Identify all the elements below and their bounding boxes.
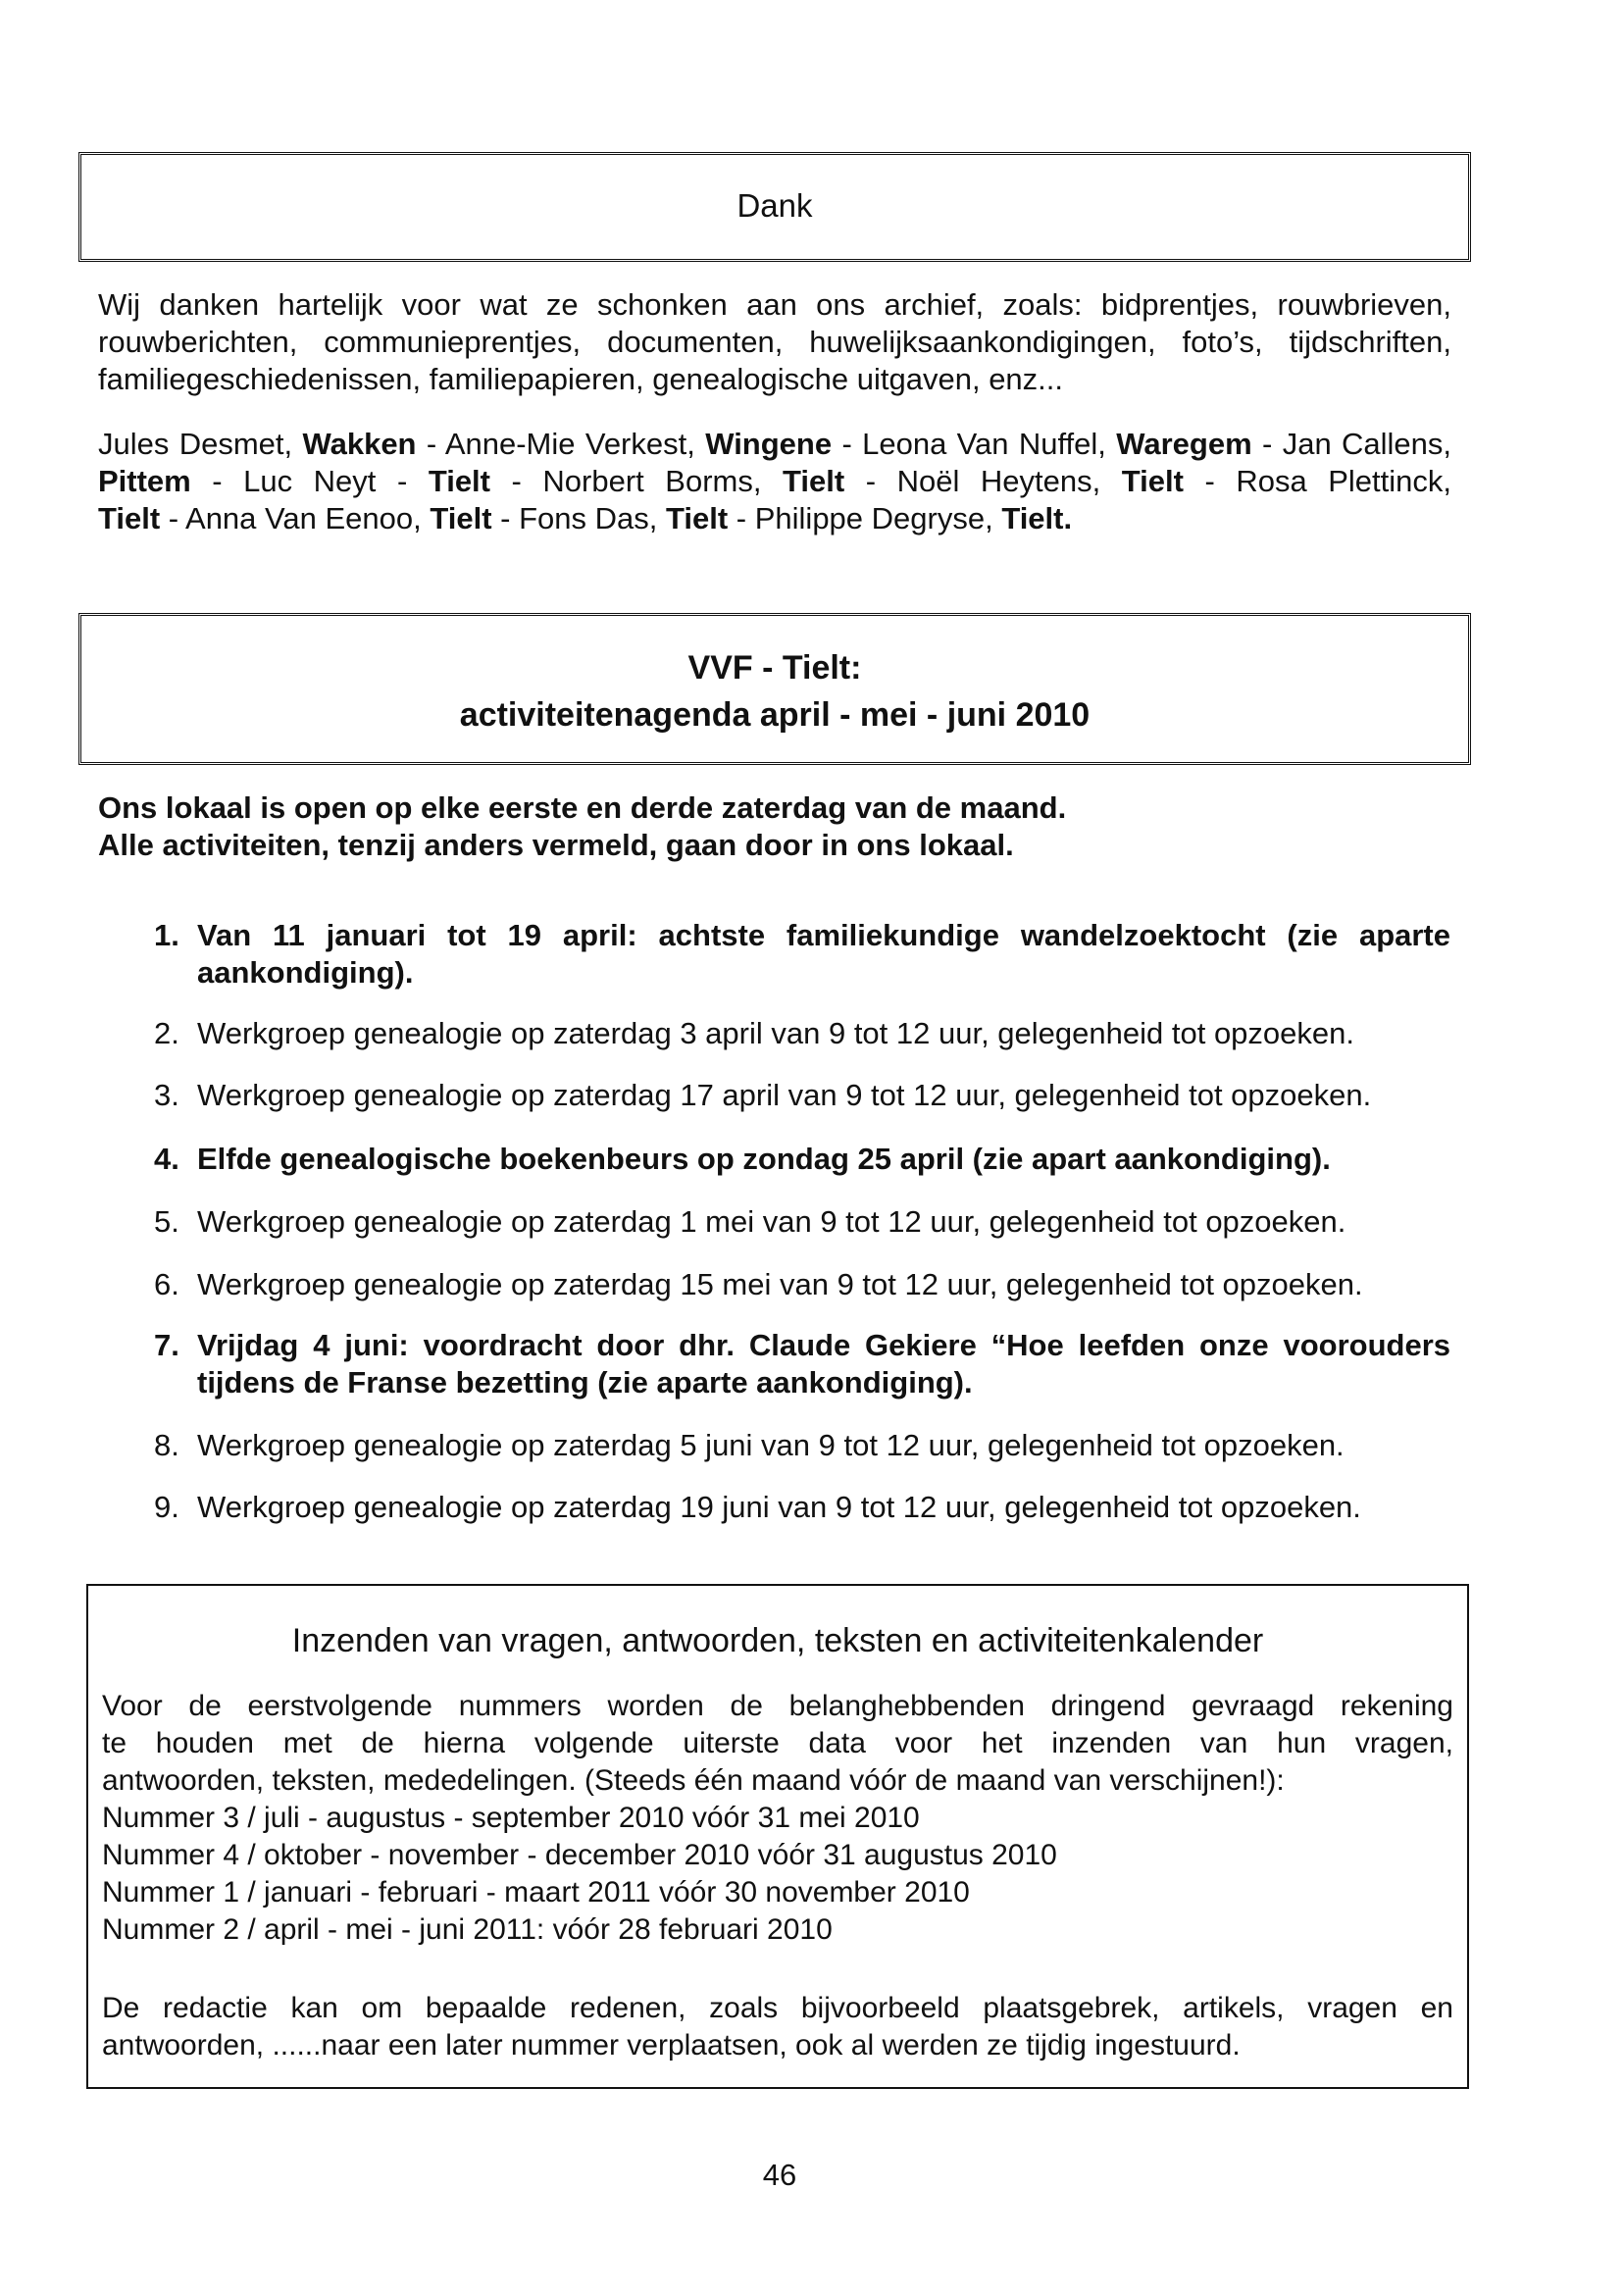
agenda-item xyxy=(154,1077,1371,1114)
agenda-item xyxy=(154,1203,1345,1241)
donor-place: Tielt. xyxy=(1001,501,1073,535)
donor-name: Noël Heytens, xyxy=(896,464,1122,498)
donor-line xyxy=(98,500,1451,537)
agenda-text: Werkgroep genealogie op zaterdag 5 juni van 9 tot 12 uur, gelegenheid tot opzoeken. xyxy=(197,1428,1345,1462)
inzenden-intro-line: Voor de eerstvolgende nummers worden de belanghebbenden dringend gevraagd rekening xyxy=(102,1690,1453,1722)
donor-name: Jules Desmet, xyxy=(98,427,303,461)
agenda-text: Elfde genealogische boekenbeurs op zondag 25 april (zie apart aankondiging). xyxy=(197,1142,1331,1176)
inzenden-intro-line: te houden met de hierna volgende uiterste data voor het inzenden van hun vragen, xyxy=(102,1727,1453,1759)
agenda-item xyxy=(154,1015,1354,1052)
dank-intro xyxy=(98,286,1451,398)
donor-place: Waregem xyxy=(1116,427,1252,461)
vvf-title-line2: activiteitenagenda april - mei - juni 2010 xyxy=(459,696,1091,734)
inzenden-title: Inzenden van vragen, antwoorden, teksten en activiteitenkalender xyxy=(291,1622,1264,1659)
inzenden-box xyxy=(86,1584,1469,2089)
agenda-item xyxy=(154,1327,1450,1401)
agenda-text: Werkgroep genealogie op zaterdag 15 mei van 9 tot 12 uur, gelegenheid tot opzoeken. xyxy=(197,1267,1363,1301)
vvf-title-line1: VVF - Tielt: xyxy=(687,649,862,687)
agenda-text: Vrijdag 4 juni: voordracht door dhr. Claude Gekiere “Hoe leefden onze voorouders xyxy=(197,1328,1450,1362)
agenda-item xyxy=(154,1427,1345,1464)
donor-name: Fons Das, xyxy=(519,501,666,535)
agenda-number: 9. xyxy=(154,1490,179,1524)
donor-name: Luc Neyt xyxy=(243,464,377,498)
agenda-text: Werkgroep genealogie op zaterdag 1 mei van 9 tot 12 uur, gelegenheid tot opzoeken. xyxy=(197,1204,1346,1239)
agenda-item xyxy=(154,1266,1363,1303)
separator: - xyxy=(212,464,244,498)
donor-line xyxy=(98,463,1451,500)
donor-place: Tielt xyxy=(1121,464,1184,498)
dank-title-box xyxy=(78,152,1471,262)
agenda-number: 5. xyxy=(154,1204,179,1239)
agenda-number: 7. xyxy=(154,1328,179,1362)
agenda-item xyxy=(154,917,1450,992)
donor-place: Tielt xyxy=(666,501,729,535)
agenda-text-cont: aankondiging). xyxy=(197,955,414,990)
inzenden-closing-line: De redactie kan om bepaalde redenen, zoals bijvoorbeeld plaatsgebrek, artikels, vragen en xyxy=(102,1992,1453,2024)
deadline-line: Nummer 3 / juli - augustus - september 2010 vóór 31 mei 2010 xyxy=(102,1802,920,1834)
donor-name: Leona Van Nuffel, xyxy=(862,427,1117,461)
dank-intro-line: rouwberichten, communieprentjes, documenten, huwelijksaankondigingen, foto’s, tijdschriften, xyxy=(98,325,1451,359)
vvf-title-box xyxy=(78,613,1471,765)
donor-name: Philippe Degryse, xyxy=(754,501,1002,535)
separator: - xyxy=(491,501,520,535)
separator: - xyxy=(728,501,755,535)
agenda-text: Werkgroep genealogie op zaterdag 19 juni van 9 tot 12 uur, gelegenheid tot opzoeken. xyxy=(197,1490,1361,1524)
donor-name: Anna Van Eenoo, xyxy=(185,501,431,535)
dank-donors xyxy=(98,426,1451,537)
donor-place: Pittem xyxy=(98,464,191,498)
vvf-notice xyxy=(98,789,1451,864)
agenda-number: 6. xyxy=(154,1267,179,1301)
agenda-item xyxy=(154,1489,1361,1526)
inzenden-intro xyxy=(102,1688,1453,1949)
separator: - xyxy=(841,427,863,461)
page-number: 46 xyxy=(762,2158,797,2192)
donor-name: Anne-Mie Verkest, xyxy=(444,427,706,461)
separator: - xyxy=(1204,464,1237,498)
inzenden-intro-line: antwoorden, teksten, mededelingen. (Steeds één maand vóór de maand van verschijnen!): xyxy=(102,1764,1285,1797)
agenda-number: 8. xyxy=(154,1428,179,1462)
separator: - xyxy=(396,464,429,498)
donor-place: Tielt xyxy=(428,464,490,498)
deadline-line: Nummer 2 / april - mei - juni 2011: vóór 28 februari 2010 xyxy=(102,1913,833,1946)
donor-place: Tielt xyxy=(430,501,492,535)
deadline-line: Nummer 1 / januari - februari - maart 2011 vóór 30 november 2010 xyxy=(102,1876,970,1909)
donor-name: Rosa Plettinck, xyxy=(1236,464,1451,498)
donor-line xyxy=(98,426,1451,463)
dank-intro-line: familiegeschiedenissen, familiepapieren, genealogische uitgaven, enz... xyxy=(98,362,1064,396)
donor-name: Norbert Borms, xyxy=(542,464,784,498)
agenda-item xyxy=(154,1141,1331,1178)
agenda-number: 1. xyxy=(154,918,179,952)
agenda-number: 3. xyxy=(154,1078,179,1112)
agenda-number: 2. xyxy=(154,1016,179,1050)
separator: - xyxy=(865,464,897,498)
agenda-text: Van 11 januari tot 19 april: achtste familiekundige wandelzoektocht (zie aparte xyxy=(197,918,1450,952)
donor-place: Wingene xyxy=(705,427,833,461)
separator: - xyxy=(160,501,186,535)
agenda-text-cont: tijdens de Franse bezetting (zie aparte aankondiging). xyxy=(197,1365,973,1400)
donor-place: Tielt xyxy=(783,464,845,498)
separator: - xyxy=(1262,427,1283,461)
vvf-notice-line: Alle activiteiten, tenzij anders vermeld, gaan door in ons lokaal. xyxy=(98,828,1014,862)
vvf-notice-line: Ons lokaal is open op elke eerste en derde zaterdag van de maand. xyxy=(98,790,1067,825)
donor-place: Tielt xyxy=(98,501,161,535)
inzenden-closing-line: antwoorden, ......naar een later nummer verplaatsen, ook al werden ze tijdig ingestuurd. xyxy=(102,2029,1241,2062)
deadline-line: Nummer 4 / oktober - november - december 2010 vóór 31 augustus 2010 xyxy=(102,1839,1057,1871)
separator: - xyxy=(426,427,445,461)
agenda-text: Werkgroep genealogie op zaterdag 3 april van 9 tot 12 uur, gelegenheid tot opzoeken. xyxy=(197,1016,1354,1050)
dank-intro-line: Wij danken hartelijk voor wat ze schonken aan ons archief, zoals: bidprentjes, rouwbrieven, xyxy=(98,287,1451,322)
agenda-number: 4. xyxy=(154,1142,179,1176)
separator: - xyxy=(511,464,543,498)
inzenden-closing xyxy=(102,1990,1453,2064)
donor-name: Jan Callens, xyxy=(1282,427,1452,461)
agenda-text: Werkgroep genealogie op zaterdag 17 april van 9 tot 12 uur, gelegenheid tot opzoeken. xyxy=(197,1078,1372,1112)
donor-place: Wakken xyxy=(302,427,417,461)
dank-title: Dank xyxy=(736,187,813,224)
